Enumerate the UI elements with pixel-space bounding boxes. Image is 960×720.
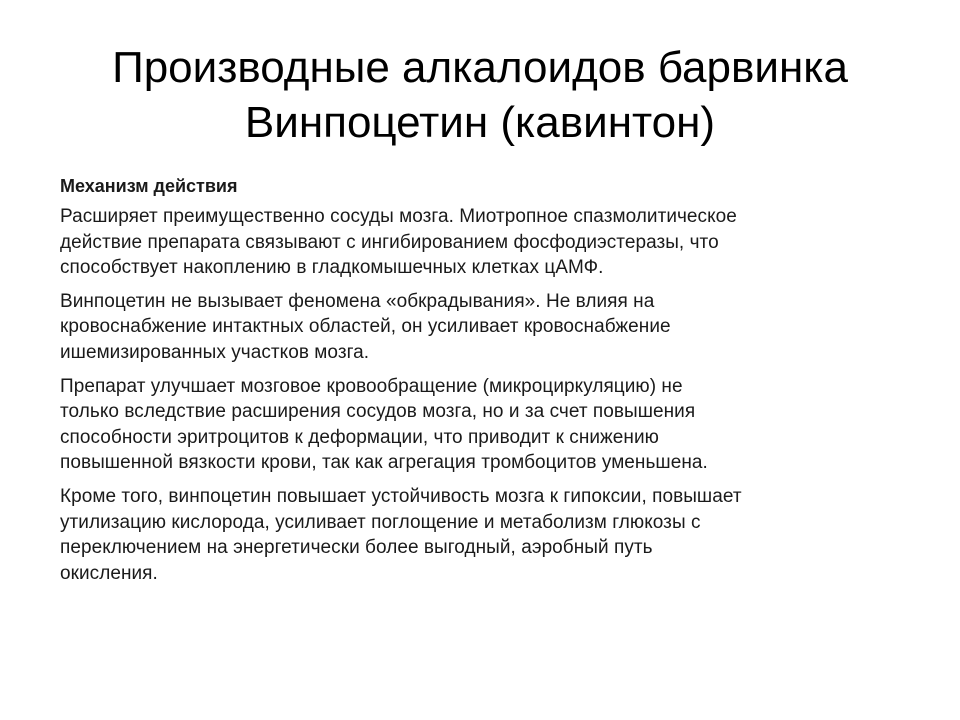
- paragraph-1: [60, 204, 910, 281]
- slide-title-line-1: Производные алкалоидов барвинка: [112, 43, 848, 92]
- paragraph-line: способности эритроцитов к деформации, что приводит к снижению: [60, 426, 659, 448]
- paragraph-line: Препарат улучшает мозговое кровообращение (микроциркуляцию) не: [60, 375, 683, 397]
- paragraph-line: кровоснабжение интактных областей, он усиливает кровоснабжение: [60, 316, 671, 338]
- paragraph-line: Винпоцетин не вызывает феномена «обкрадывания». Не влияя на: [60, 290, 655, 312]
- slide-body: [60, 174, 910, 594]
- slide-title: [40, 40, 920, 150]
- slide-title-line-2: Винпоцетин (кавинтон): [244, 98, 716, 147]
- paragraph-line: только вследствие расширения сосудов мозга, но и за счет повышения: [60, 401, 696, 423]
- paragraph-line: переключением на энергетически более выгодный, аэробный путь: [60, 537, 653, 559]
- paragraph-line: ишемизированных участков мозга.: [60, 341, 370, 363]
- paragraph-line: действие препарата связывают с ингибированием фосфодиэстеразы, что: [60, 231, 719, 253]
- paragraph-line: повышенной вязкости крови, так как агрегация тромбоцитов уменьшена.: [60, 452, 708, 474]
- paragraph-line: Кроме того, винпоцетин повышает устойчивость мозга к гипоксии, повышает: [60, 485, 742, 507]
- section-heading: Механизм действия: [60, 176, 238, 196]
- paragraph-line: окисления.: [60, 562, 158, 584]
- paragraph-line: утилизацию кислорода, усиливает поглощение и метаболизм глюкозы с: [60, 511, 701, 533]
- paragraph-2: [60, 289, 910, 366]
- paragraph-line: способствует накоплению в гладкомышечных клетках цАМФ.: [60, 257, 604, 279]
- paragraph-line: Расширяет преимущественно сосуды мозга. Миотропное спазмолитическое: [60, 206, 737, 227]
- paragraph-3: [60, 374, 910, 476]
- paragraph-4: [60, 484, 910, 586]
